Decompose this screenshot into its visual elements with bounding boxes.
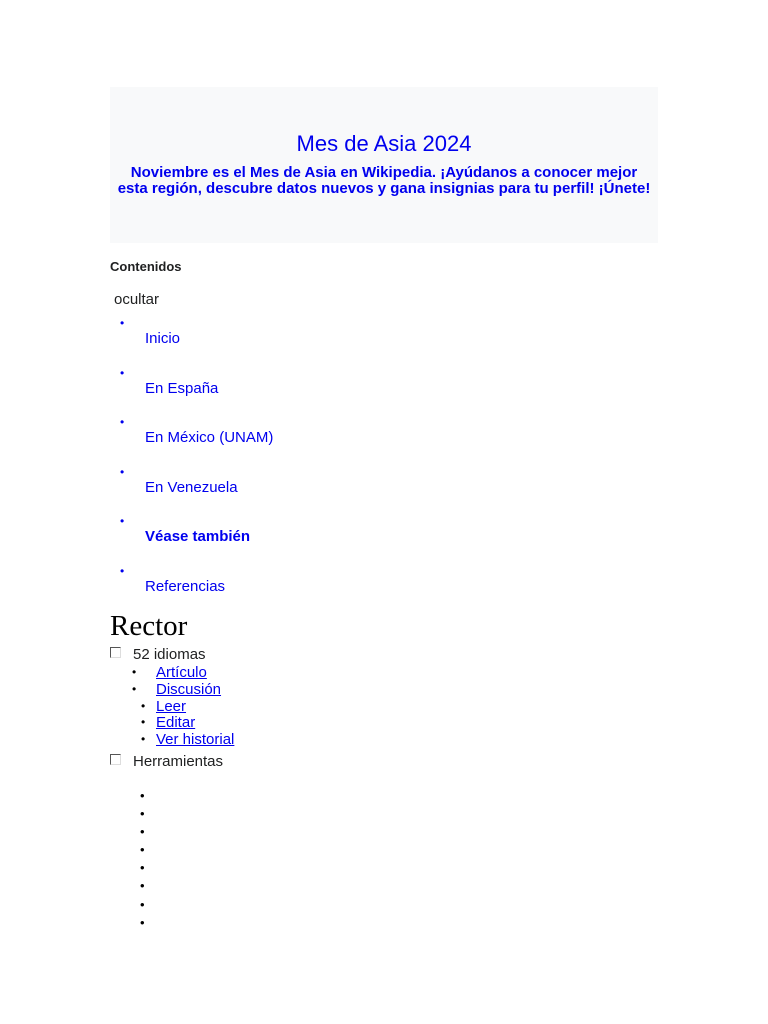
bullet-icon: • [140,878,145,894]
toc-heading: Contenidos [110,259,182,274]
tools-item[interactable] [140,824,160,842]
toc-toggle-button[interactable]: ocultar [114,291,160,308]
toc-link-inicio[interactable]: Inicio [145,330,181,347]
bullet-icon: • [141,715,146,730]
tools-item[interactable] [140,897,160,915]
tab-editar[interactable]: Editar [156,714,196,732]
bullet-icon: • [120,563,125,578]
bullet-icon: • [120,464,125,479]
tools-item[interactable] [140,788,160,806]
page-title: Rector [110,610,188,642]
bullet-icon: • [140,788,145,803]
toc-link-referencias[interactable]: Referencias [145,577,226,595]
banner-text[interactable]: Noviembre es el Mes de Asia en Wikipedia. ¡Ayúdanos a conocer mejor esta región, descubre datos nuevos y gana insignias para tu perfil! ¡Únete! [117,164,651,197]
tools-checkbox[interactable] [110,754,121,765]
bullet-icon: • [140,806,145,822]
bullet-icon: • [120,365,125,380]
tools-item[interactable] [140,806,160,824]
tab-leer[interactable]: Leer [156,697,187,715]
tools-label[interactable]: Herramientas [133,753,224,770]
bullet-icon: • [140,896,145,912]
tools-list [140,788,160,933]
bullet-icon: • [132,665,137,679]
languages-label[interactable]: 52 idiomas [133,646,206,663]
bullet-icon: • [140,914,145,930]
bullet-icon: • [140,860,145,876]
bullet-icon: • [140,842,145,858]
bullet-icon: • [141,732,146,747]
bullet-icon: • [120,316,125,330]
tab-ver-historial[interactable]: Ver historial [156,731,235,749]
bullet-icon: • [140,824,145,840]
toc-link-venezuela[interactable]: En Venezuela [145,478,238,496]
tab-discusion[interactable]: Discusión [156,680,222,698]
bullet-icon: • [132,681,137,696]
tools-item[interactable] [140,915,160,933]
toc-link-espana[interactable]: En España [145,379,219,397]
bullet-icon: • [120,415,125,429]
toc-link-mexico[interactable]: En México (UNAM) [145,429,274,446]
bullet-icon: • [141,698,146,713]
toc-link-vease-tambien[interactable]: Véase también [145,528,251,545]
bullet-icon: • [120,514,125,528]
tools-item[interactable] [140,860,160,878]
tools-item[interactable] [140,878,160,896]
campaign-banner[interactable] [110,87,658,243]
languages-checkbox[interactable] [110,647,121,658]
tab-articulo[interactable]: Artículo [156,664,207,681]
tools-item[interactable] [140,842,160,860]
banner-title[interactable]: Mes de Asia 2024 [296,131,472,156]
